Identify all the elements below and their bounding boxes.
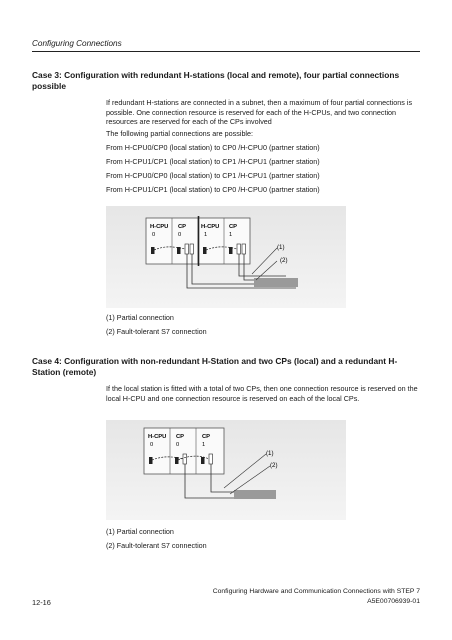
case3-title: Case 3: Configuration with redundant H-stations (local and remote), four partial connections possible xyxy=(32,70,400,91)
port xyxy=(151,247,155,254)
port xyxy=(209,454,213,464)
figure-background xyxy=(106,420,346,520)
case3-connection-4: From H-CPU1/CP1 (local station) to CP0 /H-CPU0 (partner station) xyxy=(106,185,320,194)
footer-doc-id: A5E00706939-01 xyxy=(367,598,420,605)
case3-connection-2: From H-CPU1/CP1 (local station) to CP1 /H-CPU1 (partner station) xyxy=(106,157,320,166)
port xyxy=(149,457,153,464)
port xyxy=(203,247,207,254)
case3-legend-1: (1) Partial connection xyxy=(106,313,174,322)
case4-legend-1: (1) Partial connection xyxy=(106,527,174,536)
case4-legend-2: (2) Fault-tolerant S7 connection xyxy=(106,541,207,550)
module-num: 1 xyxy=(204,232,208,238)
partner-station xyxy=(254,278,298,287)
callout-1: (1) xyxy=(277,244,285,251)
case3-connection-1: From H-CPU0/CP0 (local station) to CP0 /H-CPU0 (partner station) xyxy=(106,143,320,152)
port xyxy=(242,244,246,254)
case4-figure xyxy=(106,420,346,520)
port xyxy=(190,244,194,254)
module-num: 1 xyxy=(202,442,206,448)
port xyxy=(237,244,241,254)
case3-paragraph: If redundant H-stations are connected in a subnet, then a maximum of four partial connections is possible. One connection resource is reserved for each of the H-CPUs, and two connection resources are reserved for each of the CPs involved xyxy=(106,98,413,127)
case4-paragraph: If the local station is fitted with a total of two CPs, then one connection resource is reserved on the local H-CPU and one connection resource is reserved on each of the local CPs. xyxy=(106,384,418,403)
port xyxy=(185,244,189,254)
running-header: Configuring Connections xyxy=(32,39,122,48)
callout-2: (2) xyxy=(270,462,278,469)
module-label: CP xyxy=(202,434,211,440)
module-label: CP xyxy=(176,434,185,440)
callout-1: (1) xyxy=(266,450,274,457)
case4-title: Case 4: Configuration with non-redundant H-Station and two CPs (local) and a redundant H-Station (remote) xyxy=(32,356,398,377)
header-rule xyxy=(32,51,420,52)
module-num: 0 xyxy=(152,232,156,238)
module-num: 0 xyxy=(176,442,180,448)
module-label: H-CPU xyxy=(148,434,167,440)
page-number: 12-16 xyxy=(32,598,51,607)
module-label: H-CPU xyxy=(201,224,220,230)
partner-station xyxy=(234,490,276,499)
port xyxy=(201,457,205,464)
module-label: CP xyxy=(178,224,187,230)
case3-connection-3: From H-CPU0/CP0 (local station) to CP1 /H-CPU1 (partner station) xyxy=(106,171,320,180)
callout-2: (2) xyxy=(280,257,288,264)
case3-legend-2: (2) Fault-tolerant S7 connection xyxy=(106,327,207,336)
footer-doc-title: Configuring Hardware and Communication Connections with STEP 7 xyxy=(212,588,420,595)
module-label: CP xyxy=(229,224,238,230)
case3-intro: The following partial connections are possible: xyxy=(106,129,254,138)
module-num: 1 xyxy=(229,232,233,238)
module-label: H-CPU xyxy=(150,224,169,230)
port xyxy=(183,454,187,464)
module-num: 0 xyxy=(178,232,182,238)
module-num: 0 xyxy=(150,442,154,448)
case3-figure xyxy=(106,206,346,308)
